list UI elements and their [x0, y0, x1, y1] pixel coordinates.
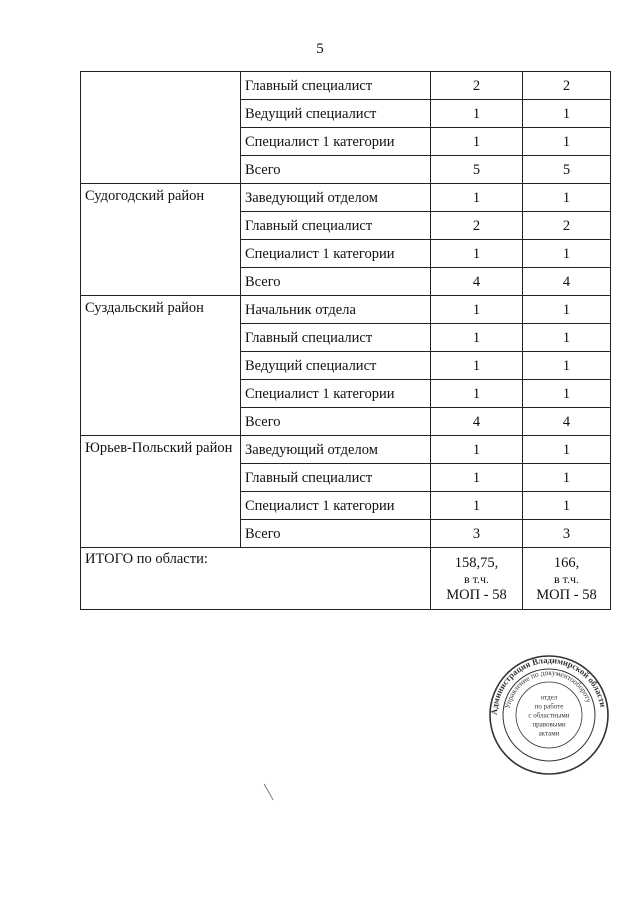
district-cell: Суздальский район [81, 296, 241, 436]
district-cell: Юрьев-Польский район [81, 436, 241, 548]
total-label: ИТОГО по области: [81, 548, 431, 610]
total-value-cell [523, 548, 611, 610]
staff-count-cell: 4 [431, 408, 523, 436]
total-value-line: МОП - 58 [536, 586, 597, 603]
total-value-line: 166, [553, 554, 580, 571]
staff-count-cell: 1 [431, 436, 523, 464]
staff-count-cell: 1 [431, 324, 523, 352]
district-cell [81, 72, 241, 184]
official-seal [488, 654, 610, 776]
table-row [81, 296, 611, 324]
staff-count-cell: 1 [431, 380, 523, 408]
staff-count-cell: 1 [523, 464, 611, 492]
position-cell: Всего [241, 520, 431, 548]
staff-table-body [81, 72, 611, 610]
total-value-line: МОП - 58 [446, 586, 507, 603]
staff-count-cell: 1 [523, 352, 611, 380]
seal-outer-text: Администрация Владимирской области [488, 654, 609, 716]
staff-count-cell: 1 [431, 240, 523, 268]
staff-count-cell: 1 [431, 492, 523, 520]
staff-count-cell: 5 [523, 156, 611, 184]
staff-count-cell: 1 [431, 352, 523, 380]
seal-center-line: по работе [534, 702, 564, 711]
position-cell: Заведующий отделом [241, 436, 431, 464]
table-row [81, 184, 611, 212]
staff-count-cell: 1 [523, 492, 611, 520]
position-cell: Заведующий отделом [241, 184, 431, 212]
total-value-line: 158,75, [454, 554, 499, 571]
position-cell: Всего [241, 268, 431, 296]
staff-count-cell: 5 [431, 156, 523, 184]
staff-count-cell: 1 [523, 380, 611, 408]
staff-count-cell: 1 [431, 464, 523, 492]
staff-count-cell: 2 [523, 212, 611, 240]
table-row [81, 436, 611, 464]
seal-center-text [528, 694, 569, 738]
position-cell: Главный специалист [241, 324, 431, 352]
position-cell: Главный специалист [241, 212, 431, 240]
position-cell: Специалист 1 категории [241, 240, 431, 268]
table-row [81, 72, 611, 100]
position-cell: Главный специалист [241, 72, 431, 100]
position-cell: Специалист 1 категории [241, 128, 431, 156]
staff-count-cell: 1 [523, 436, 611, 464]
staff-count-cell: 1 [523, 296, 611, 324]
position-cell: Специалист 1 категории [241, 492, 431, 520]
seal-inner-text: Управление по документообороту [502, 667, 594, 710]
staff-count-cell: 4 [523, 408, 611, 436]
total-row [81, 548, 611, 610]
staff-count-cell: 3 [523, 520, 611, 548]
staff-count-cell: 1 [431, 128, 523, 156]
staff-count-cell: 1 [523, 240, 611, 268]
position-cell: Главный специалист [241, 464, 431, 492]
staff-count-cell: 1 [431, 184, 523, 212]
staff-count-cell: 2 [523, 72, 611, 100]
position-cell: Ведущий специалист [241, 100, 431, 128]
staff-count-cell: 3 [431, 520, 523, 548]
position-cell: Ведущий специалист [241, 352, 431, 380]
total-value-line: в т.ч. [553, 571, 580, 586]
staff-count-cell: 1 [523, 100, 611, 128]
staff-count-cell: 1 [523, 184, 611, 212]
staff-count-cell: 2 [431, 212, 523, 240]
staff-count-cell: 1 [523, 128, 611, 156]
position-cell: Всего [241, 408, 431, 436]
staff-count-cell: 4 [431, 268, 523, 296]
seal-center-line: отдел [540, 693, 558, 702]
staff-count-cell: 4 [523, 268, 611, 296]
position-cell: Начальник отдела [241, 296, 431, 324]
staff-table [80, 71, 611, 610]
page-number: 5 [316, 41, 324, 57]
pen-mark [262, 782, 282, 802]
position-cell: Всего [241, 156, 431, 184]
staff-count-cell: 1 [431, 296, 523, 324]
seal-center-line: актами [538, 729, 560, 738]
district-cell: Судогодский район [81, 184, 241, 296]
position-cell: Специалист 1 категории [241, 380, 431, 408]
staff-count-cell: 2 [431, 72, 523, 100]
staff-count-cell: 1 [431, 100, 523, 128]
total-value-cell [431, 548, 523, 610]
seal-center-line: правовыми [532, 720, 566, 729]
seal-center-line: с областными [528, 711, 570, 720]
staff-count-cell: 1 [523, 324, 611, 352]
total-value-line: в т.ч. [463, 571, 490, 586]
